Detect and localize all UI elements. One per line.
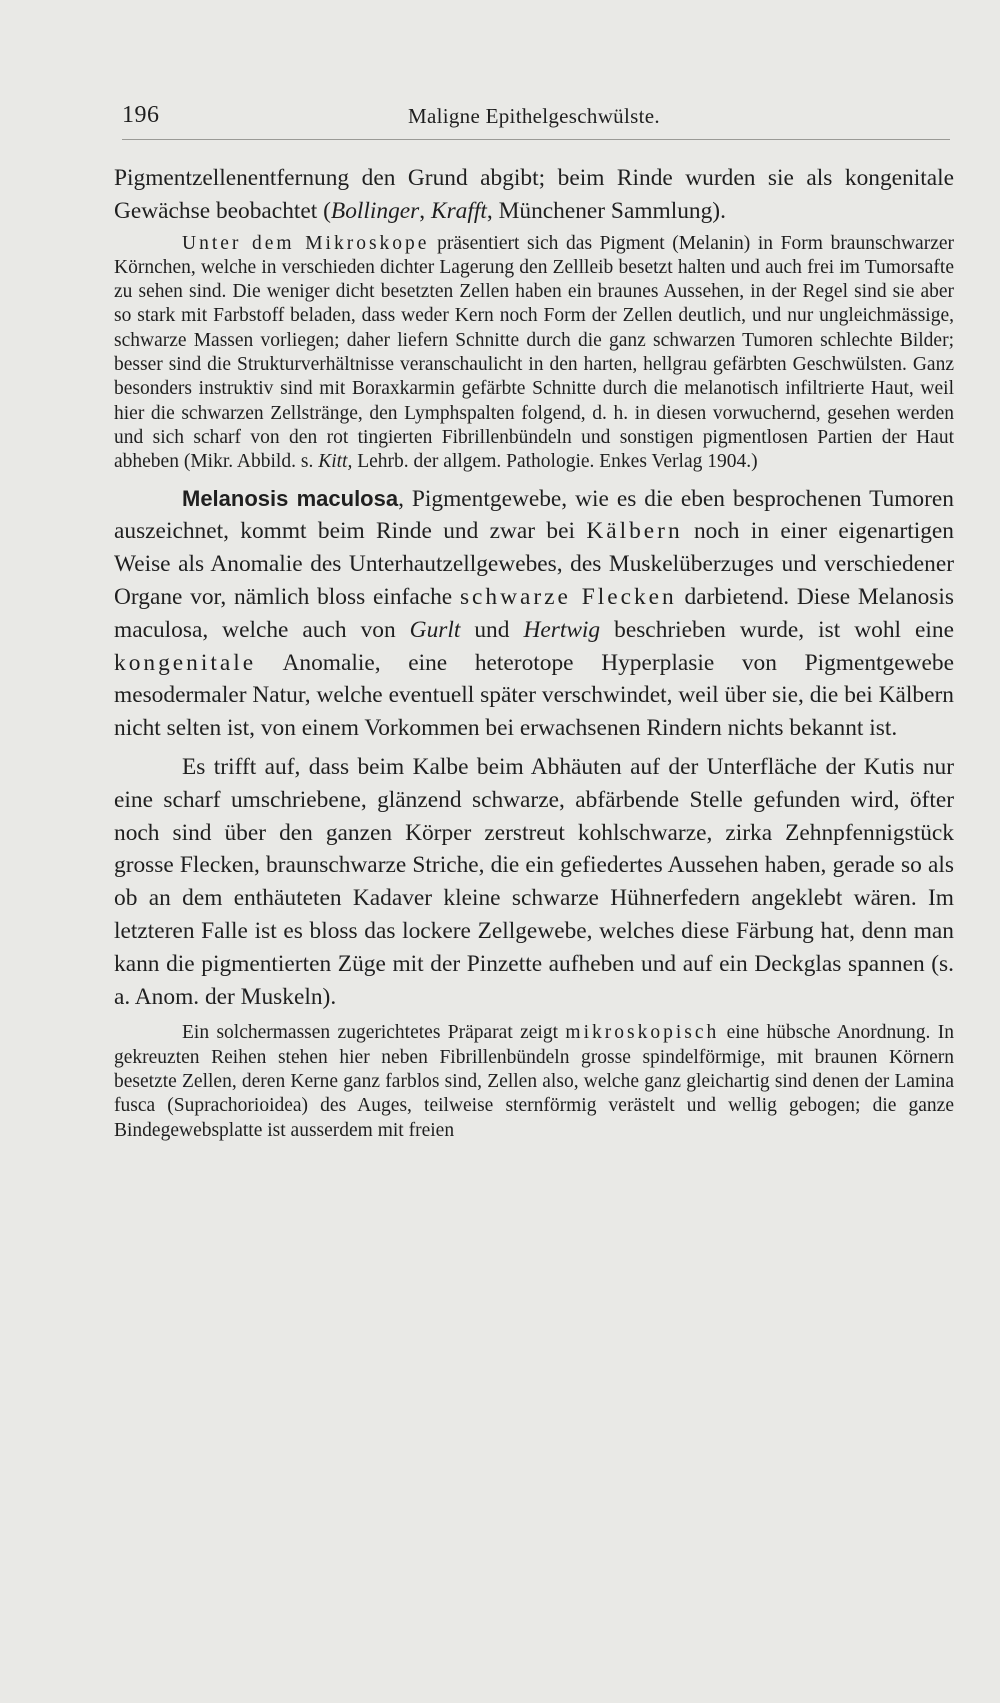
author-name: Hertwig bbox=[523, 616, 601, 643]
text-run: Anomalie, eine heterotope Hyperplasie von Pigmentgewebe mesodermaler Natur, welche eventuell später verschwindet, weil über sie, die bei Kälbern nicht selten ist, von einem Vorkommen bei erwachsenen Rindern nichts bekannt ist. bbox=[114, 649, 954, 742]
text-run: darbietend. Diese Melanosis maculosa, welche auch von bbox=[114, 583, 954, 643]
author-name: Gurlt bbox=[409, 616, 461, 643]
text-run: beschrieben wurde, ist wohl eine bbox=[600, 616, 954, 643]
spaced-emphasis: schwarze Flecken bbox=[459, 583, 677, 610]
text-run: und bbox=[460, 616, 524, 643]
page-header bbox=[122, 102, 950, 136]
page-body bbox=[114, 162, 954, 1143]
text-run: eine hübsche Anordnung. In gekreuzten Reihen stehen hier neben Fibrillenbündeln grosse spindelförmige, mit braunen Körnern besetzte Zellen, deren Kerne ganz farblos sind, Zellen also, welche ganz gleichartig sind denen der Lamina fusca (Suprachorioidea) des Auges, teilweise sternförmig verästelt und wellig gebogen; die ganze Bindegewebsplatte ist ausserdem mit freien bbox=[114, 1022, 955, 1141]
text-run: , bbox=[419, 197, 431, 224]
spaced-emphasis: kongenitale bbox=[114, 649, 257, 676]
paragraph-continuation bbox=[114, 162, 954, 228]
text-run: Pigmentzellenentfernung den Grund abgibt; beim Rinde wurden sie als kongenitale Gewächse beobachtet ( bbox=[114, 165, 954, 224]
section-heading: Melanosis maculosa bbox=[182, 485, 399, 511]
text-run: , Pigmentgewebe, wie es die eben besprochenen Tumoren auszeichnet, kommt beim Rinde und zwar bei bbox=[114, 485, 954, 545]
spaced-emphasis: Unter dem Mikroskope bbox=[182, 232, 430, 254]
paragraph-melanosis-maculosa bbox=[114, 483, 954, 745]
text-run: noch in einer eigenartigen Weise als Anomalie des Unterhautzellgewebes, des Muskelüberzuges und verschiedener Organe vor, nämlich bloss einfache bbox=[114, 518, 954, 610]
author-name: Kitt, bbox=[318, 451, 353, 473]
author-name: Bollinger bbox=[330, 197, 420, 224]
header-rule bbox=[122, 139, 950, 140]
text-run: Lehrb. der allgem. Pathologie. Enkes Verlag 1904.) bbox=[352, 451, 758, 473]
page-number: 196 bbox=[122, 102, 160, 128]
paragraph-findings bbox=[114, 751, 954, 1013]
text-run: , Münchener Sammlung). bbox=[486, 197, 726, 224]
spaced-emphasis: Kälbern bbox=[586, 518, 683, 545]
running-head: Maligne Epithelgeschwülste. bbox=[408, 104, 660, 128]
paragraph-preparation bbox=[114, 1021, 954, 1142]
text-run: präsentiert sich das Pigment (Melanin) in Form braunschwarzer Körnchen, welche in verschieden dichter Lagerung den Zellleib besetzt halten und auch frei im Tumorsafte zu sehen sind. Die weniger dicht besetzten Zellen haben ein braunes Aussehen, in der Regel sind sie aber so stark mit Farbstoff beladen, dass weder Kern noch Form der Zellen deutlich, und nur ungleichmässige, schwarze Massen vorliegen; daher liefern Schnitte durch die ganz schwarzen Tumoren schlechte Bilder; besser sind die Strukturverhältnisse veranschaulicht in den harten, hellgrau gefärbten Geschwülsten. Ganz besonders instruktiv sind mit Boraxkarmin gefärbte Schnitte durch die melanotisch infiltrierte Haut, weil hier die schwarzen Zellstränge, den Lymphspalten folgend, d. h. in diesen vorwuchernd, gesehen werden und sich scharf von den rot tingierten Fibrillenbündeln und sonstigen pigmentlosen Partien der Haut abheben (Mikr. Abbild. s. bbox=[114, 232, 954, 473]
paragraph-microscopy bbox=[114, 232, 954, 475]
text-run: Es trifft auf, dass beim Kalbe beim Abhäuten auf der Unterfläche der Kutis nur eine scharf umschriebene, glänzend schwarze, abfärbende Stelle gefunden wird, öfter noch sind über den ganzen Körper zerstreut kohlschwarze, zirka Zehnpfennigstück grosse Flecken, braunschwarze Striche, die ein gefiedertes Aussehen haben, gerade so als ob an dem enthäuteten Kadaver kleine schwarze Hühnerfedern angeklebt wären. Im letzteren Falle ist es bloss das lockere Zellgewebe, welches diese Färbung hat, denn man kann die pigmentierten Züge mit der Pinzette aufheben und auf ein Deckglas spannen (s. a. Anom. der Muskeln). bbox=[114, 753, 954, 1010]
spaced-emphasis: mikroskopisch bbox=[565, 1022, 720, 1044]
author-name: Krafft bbox=[430, 197, 487, 224]
text-run: Ein solchermassen zugerichtetes Präparat zeigt bbox=[182, 1022, 566, 1044]
